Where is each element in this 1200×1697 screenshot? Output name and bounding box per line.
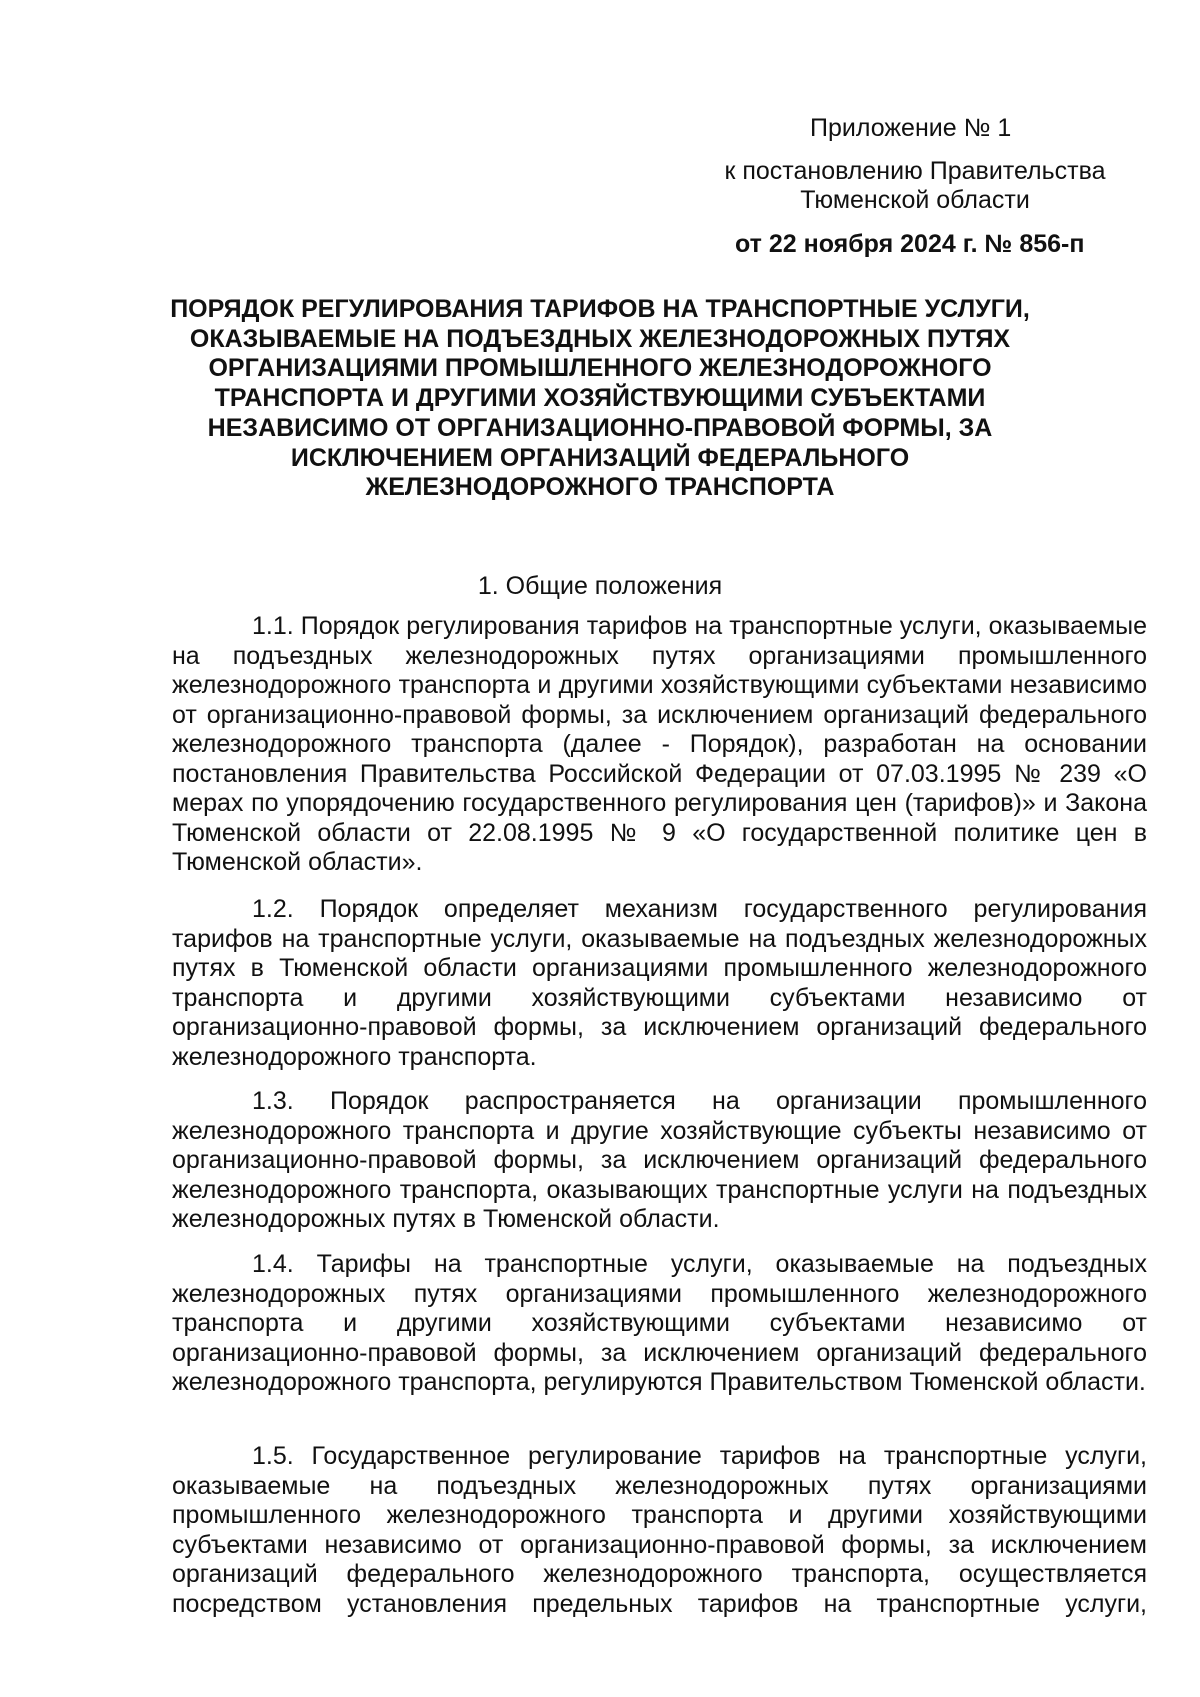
paragraph-1-5: 1.5. Государственное регулирование тарифов на транспортные услуги, оказываемые на подъездных железнодорожных путях организациями промышленного железнодорожного транспорта и другими хозяйствующими субъектами независимо от организационно-правовой формы, за исключением организаций федерального железнодорожного транспорта, осуществляется посредством установления предельных тарифов на транспортные услуги, [172, 1442, 1147, 1618]
paragraph-1-4: 1.4. Тарифы на транспортные услуги, оказываемые на подъездных железнодорожных путях организациями промышленного железнодорожного транспорта и другими хозяйствующими субъектами независимо от организационно-правовой формы, за исключением организаций федерального железнодорожного транспорта, регулируются Правительством Тюменской области. [172, 1250, 1147, 1396]
document-title: ПОРЯДОК РЕГУЛИРОВАНИЯ ТАРИФОВ НА ТРАНСПОРТНЫЕ УСЛУГИ, ОКАЗЫВАЕМЫЕ НА ПОДЪЕЗДНЫХ ЖЕЛЕЗНОДОРОЖНЫХ ПУТЯХ ОРГАНИЗАЦИЯМИ ПРОМЫШЛЕННОГО ЖЕЛЕЗНОДОРОЖНОГО ТРАНСПОРТА И ДРУГИМИ ХОЗЯЙСТВУЮЩИМИ СУБЪЕКТАМИ НЕЗАВИСИМО ОТ ОРГАНИЗАЦИОННО-ПРАВОВОЙ ФОРМЫ, ЗА ИСКЛЮЧЕНИЕМ ОРГАНИЗАЦИЙ ФЕДЕРАЛЬНОГО ЖЕЛЕЗНОДОРОЖНОГО ТРАНСПОРТА [170, 295, 1030, 502]
paragraph-1-2: 1.2. Порядок определяет механизм государственного регулирования тарифов на транспортные услуги, оказываемые на подъездных железнодорожных путях в Тюменской области организациями промышленного железнодорожного транспорта и другими хозяйствующими субъектами независимо от организационно-правовой формы, за исключением организаций федерального железнодорожного транспорта. [172, 895, 1147, 1071]
section-heading: 1. Общие положения [477, 572, 723, 600]
paragraph-1-1: 1.1. Порядок регулирования тарифов на транспортные услуги, оказываемые на подъездных железнодорожных путях организациями промышленного железнодорожного транспорта и другими хозяйствующими субъектами независимо от организационно-правовой формы, за исключением организаций федерального железнодорожного транспорта (далее - Порядок), разработан на основании постановления Правительства Российской Федерации от 07.03.1995 № 239 «О мерах по упорядочению государственного регулирования цен (тарифов)» и Закона Тюменской области от 22.08.1995 № 9 «О государственной политике цен в Тюменской области». [172, 612, 1147, 876]
resolution-date: от 22 ноября 2024 г. № 856-п [735, 230, 1085, 258]
appendix-label: Приложение № 1 [810, 114, 1012, 142]
paragraph-1-3: 1.3. Порядок распространяется на организации промышленного железнодорожного транспорта и другие хозяйствующие субъекты независимо от организационно-правовой формы, за исключением организаций федерального железнодорожного транспорта, оказывающих транспортные услуги на подъездных железнодорожных путях в Тюменской области. [172, 1087, 1147, 1233]
resolution-reference: к постановлению Правительства Тюменской области [724, 157, 1106, 214]
